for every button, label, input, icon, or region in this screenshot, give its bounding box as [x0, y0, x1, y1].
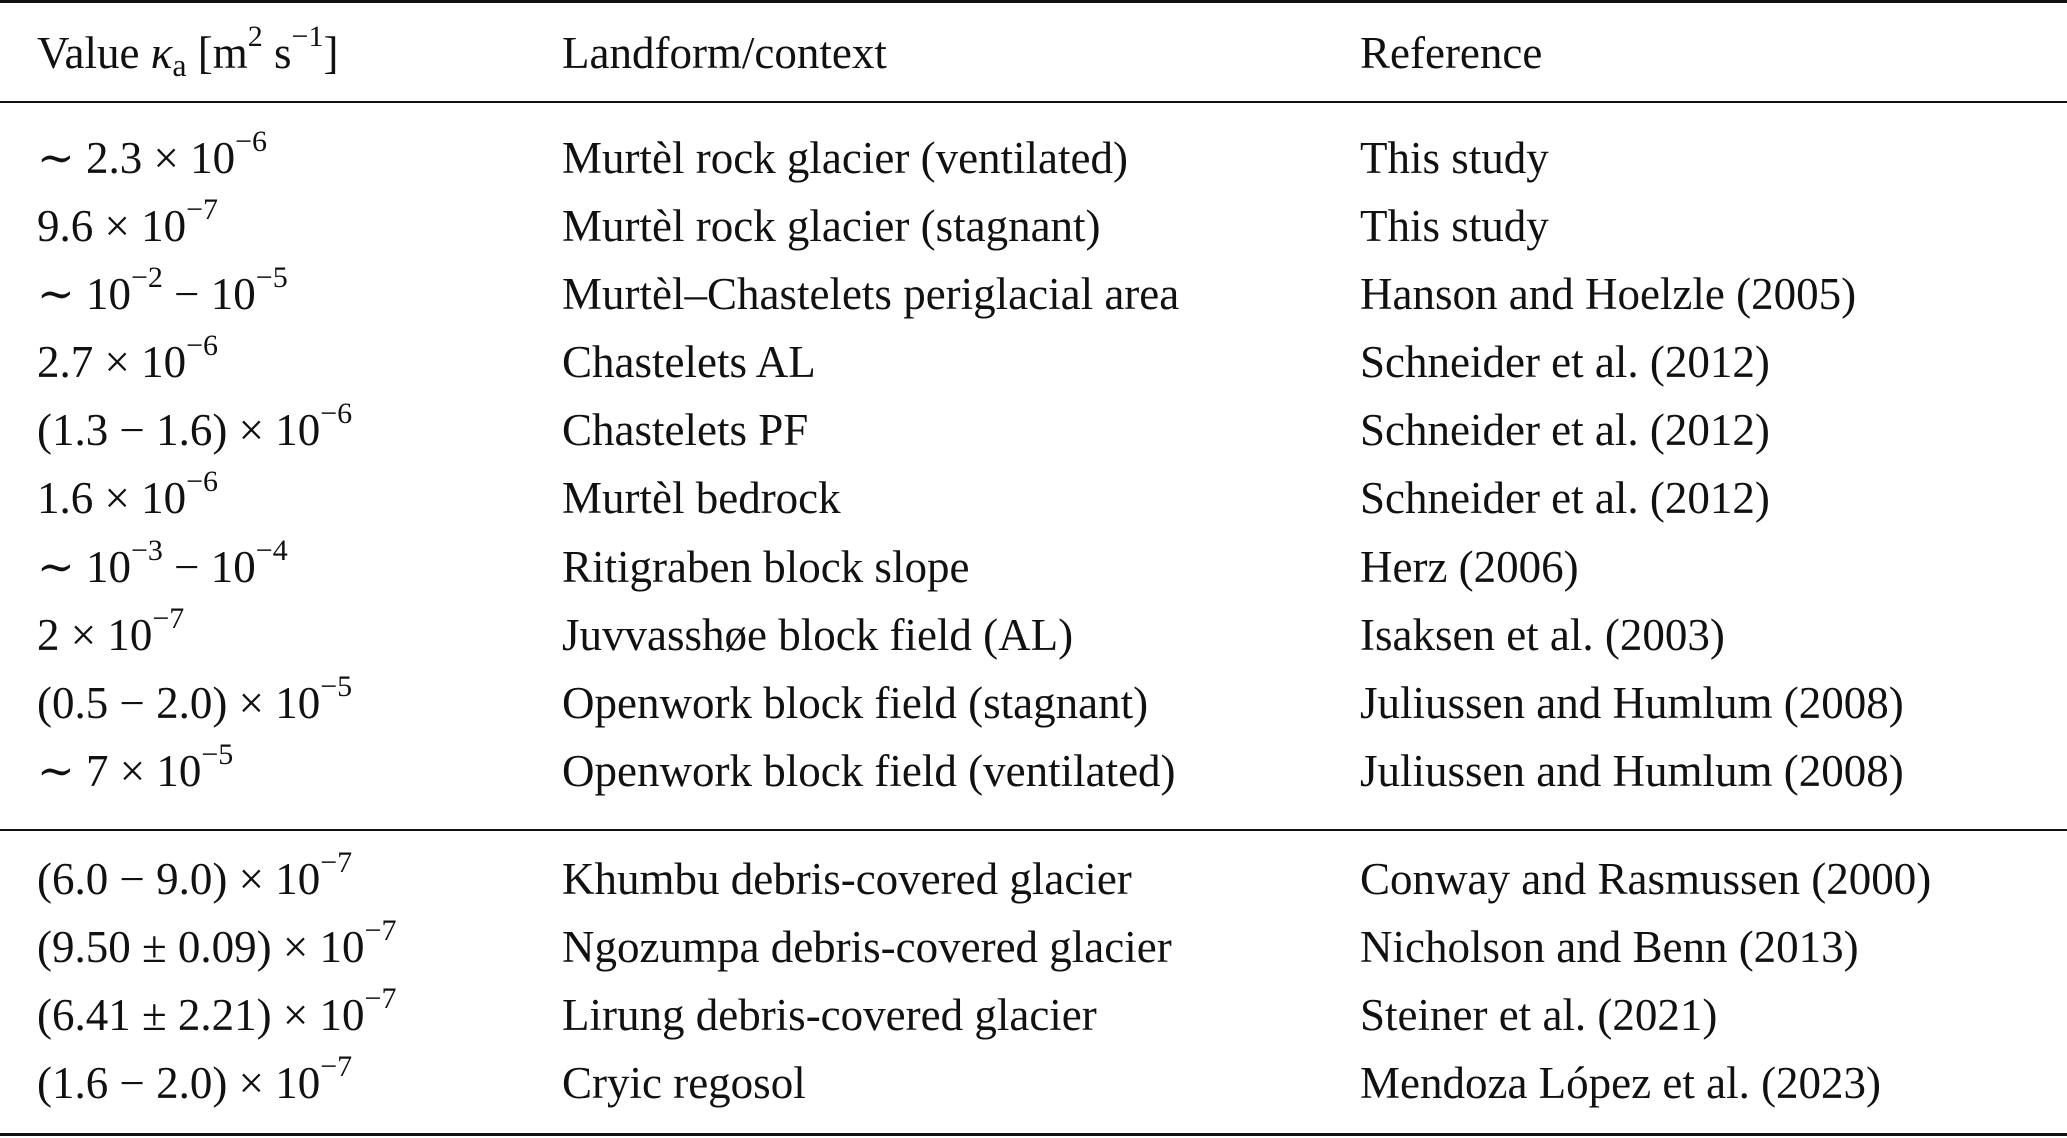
cell-value: ∼ $7 \times 10^{-5}$	[37, 738, 234, 796]
table-row	[0, 737, 2067, 805]
cell-reference: This study	[1360, 201, 1549, 251]
cell-landform: Cryic regosol	[562, 1058, 806, 1108]
cell-landform: Juvvasshøe block field (AL)	[562, 610, 1074, 660]
cell-reference: Mendoza López et al. (2023)	[1360, 1058, 1882, 1108]
cell-value: ∼ $10^{-3} - 10^{-4}$	[37, 534, 288, 592]
cell-reference: Herz (2006)	[1360, 542, 1579, 592]
table-row	[0, 981, 2067, 1049]
cell-landform: Chastelets PF	[562, 405, 809, 455]
cell-value: $(0.5 - 2.0) \times 10^{-5}$	[37, 670, 353, 728]
cell-value: $(6.41 \pm 2.21) \times 10^{-7}$	[37, 982, 397, 1040]
table-row	[0, 396, 2067, 464]
cell-reference: Steiner et al. (2021)	[1360, 990, 1718, 1040]
top-rule	[0, 0, 2067, 3]
header-reference: Reference	[1360, 28, 1543, 78]
table-row	[0, 533, 2067, 601]
cell-reference: Schneider et al. (2012)	[1360, 405, 1770, 455]
table-row	[0, 845, 2067, 913]
cell-reference: Isaksen et al. (2003)	[1360, 610, 1725, 660]
header-landform: Landform/context	[562, 28, 887, 78]
cell-landform: Murtèl bedrock	[562, 473, 841, 523]
cell-value: $(9.50 \pm 0.09) \times 10^{-7}$	[37, 914, 397, 972]
cell-reference: Juliussen and Humlum (2008)	[1360, 678, 1904, 728]
table-row	[0, 328, 2067, 396]
cell-landform: Murtèl rock glacier (ventilated)	[562, 133, 1128, 183]
table-row	[0, 260, 2067, 328]
group-separator-rule	[0, 829, 2067, 831]
cell-landform: Murtèl–Chastelets periglacial area	[562, 269, 1180, 319]
cell-reference: Conway and Rasmussen (2000)	[1360, 854, 1932, 904]
cell-landform: Khumbu debris-covered glacier	[562, 854, 1132, 904]
cell-reference: Schneider et al. (2012)	[1360, 337, 1770, 387]
table-row	[0, 124, 2067, 192]
cell-reference: This study	[1360, 133, 1549, 183]
bottom-rule	[0, 1133, 2067, 1136]
cell-value: $1.6 \times 10^{-6}$	[37, 465, 219, 523]
cell-reference: Schneider et al. (2012)	[1360, 473, 1770, 523]
cell-landform: Ngozumpa debris-covered glacier	[562, 922, 1172, 972]
table-row	[0, 669, 2067, 737]
cell-value: $2 \times 10^{-7}$	[37, 602, 185, 660]
cell-landform: Murtèl rock glacier (stagnant)	[562, 201, 1101, 251]
cell-landform: Chastelets AL	[562, 337, 816, 387]
table-row	[0, 1049, 2067, 1117]
cell-landform: Openwork block field (stagnant)	[562, 678, 1149, 728]
table-row	[0, 192, 2067, 260]
cell-value: ∼ $10^{-2} - 10^{-5}$	[37, 261, 288, 319]
header-row	[0, 19, 2067, 87]
cell-landform: Ritigraben block slope	[562, 542, 970, 592]
cell-reference: Hanson and Hoelzle (2005)	[1360, 269, 1857, 319]
cell-value: $2.7 \times 10^{-6}$	[37, 329, 219, 387]
header-rule	[0, 101, 2067, 103]
header-value: Value $\kappa_a$ [$m^2$ $s^{-1}$]	[37, 20, 339, 83]
cell-value: $(6.0 - 9.0) \times 10^{-7}$	[37, 846, 353, 904]
cell-value: $9.6 \times 10^{-7}$	[37, 193, 219, 251]
table-row	[0, 464, 2067, 532]
table-row	[0, 601, 2067, 669]
table-row	[0, 913, 2067, 981]
cell-reference: Nicholson and Benn (2013)	[1360, 922, 1859, 972]
cell-value: ∼ $2.3 \times 10^{-6}$	[37, 125, 268, 183]
cell-value: $(1.6 - 2.0) \times 10^{-7}$	[37, 1050, 353, 1108]
cell-value: $(1.3 - 1.6) \times 10^{-6}$	[37, 397, 353, 455]
cell-landform: Openwork block field (ventilated)	[562, 746, 1176, 796]
cell-reference: Juliussen and Humlum (2008)	[1360, 746, 1904, 796]
cell-landform: Lirung debris-covered glacier	[562, 990, 1097, 1040]
